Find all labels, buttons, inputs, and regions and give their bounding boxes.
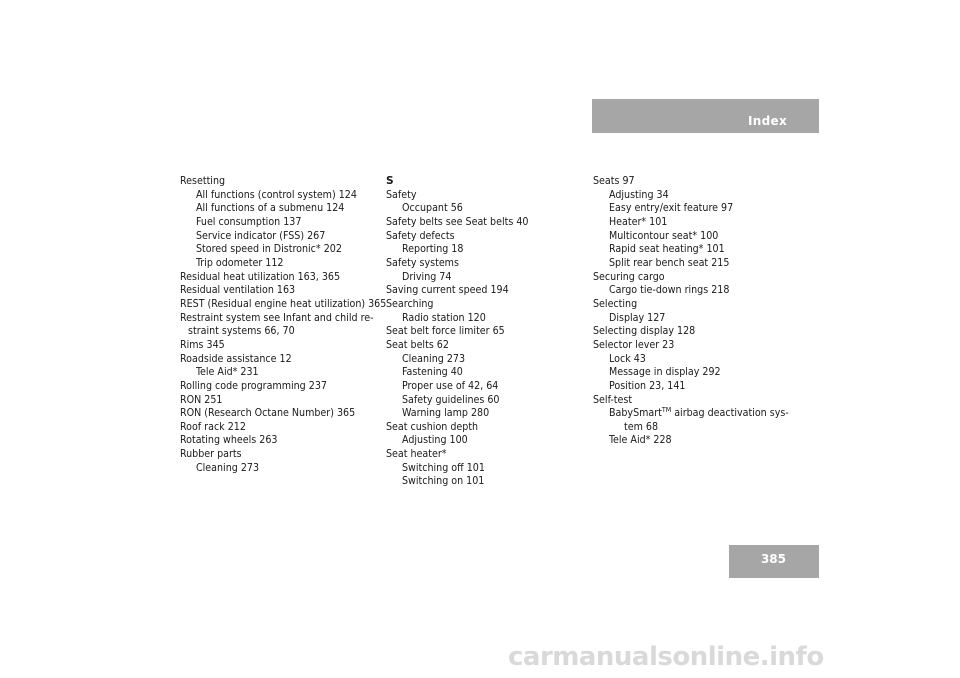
watermark-text: carmanualsonline.info [508, 642, 824, 672]
index-entry-text: Tele Aid* 231 [196, 366, 259, 379]
index-entry [180, 325, 380, 339]
index-entry-text: Driving 74 [402, 270, 452, 283]
index-entry [386, 462, 586, 476]
index-entry-text: Service indicator (FSS) 267 [196, 229, 326, 242]
index-entry-text: Restraint system see Infant and child re- [180, 311, 374, 324]
index-entry [180, 284, 380, 298]
index-entry-text: Rotating wheels 263 [180, 434, 278, 447]
index-entry [386, 366, 586, 380]
index-entry-text: Warning lamp 280 [402, 407, 490, 420]
index-entry [593, 394, 813, 408]
index-entry-text: Roof rack 212 [180, 420, 246, 433]
index-entry [593, 284, 813, 298]
index-entry-text: Seat belts 62 [386, 338, 449, 351]
index-entry-text: Trip odometer 112 [196, 256, 284, 269]
index-entry-text: Selecting [593, 297, 638, 310]
index-entry [593, 298, 813, 312]
index-entry-text: Reporting 18 [402, 243, 464, 256]
index-entry [386, 189, 586, 203]
index-entry-text: Cargo tie-down rings 218 [609, 284, 730, 297]
index-entry [386, 230, 586, 244]
index-entry-text: Tele Aid* 228 [609, 434, 672, 447]
index-entry-text: REST (Residual engine heat utilization) 365 [180, 297, 387, 310]
index-entry [386, 421, 586, 435]
index-entry [593, 339, 813, 353]
index-entry [593, 216, 813, 230]
index-entry [593, 366, 813, 380]
index-entry-text: Split rear bench seat 215 [609, 256, 730, 269]
index-entry-text: Rolling code programming 237 [180, 379, 327, 392]
index-entry [386, 312, 586, 326]
index-entry-text: Multicontour seat* 100 [609, 229, 719, 242]
index-entry [180, 175, 380, 189]
index-entry-text: straint systems 66, 70 [188, 325, 295, 338]
index-entry-text: Adjusting 100 [402, 434, 468, 447]
index-entry-text: Easy entry/exit feature 97 [609, 202, 734, 215]
index-entry [180, 271, 380, 285]
index-entry [386, 448, 586, 462]
index-entry [386, 271, 586, 285]
index-entry [180, 462, 380, 476]
index-entry [180, 353, 380, 367]
index-entry-text: Seat cushion depth [386, 420, 479, 433]
index-entry-text: Saving current speed 194 [386, 284, 509, 297]
index-header-tab [592, 99, 819, 133]
index-entry [180, 297, 387, 312]
index-entry-text: Rims 345 [180, 338, 225, 351]
index-entry-text: Selector lever 23 [593, 338, 675, 351]
index-entry-text: Seats 97 [593, 175, 635, 187]
index-entry-text: Switching on 101 [402, 475, 485, 488]
index-column-3 [593, 175, 813, 448]
index-entry-text: Searching [386, 297, 434, 310]
index-entry-text: Proper use of 42, 64 [402, 379, 499, 392]
index-entry-text: Seat heater* [386, 448, 447, 461]
index-entry [593, 353, 813, 367]
index-entry-text: Fuel consumption 137 [196, 215, 302, 228]
index-entry [386, 325, 586, 339]
index-entry-text: Position 23, 141 [609, 379, 686, 392]
index-entry-text: Display 127 [609, 311, 666, 324]
index-entry [180, 380, 380, 394]
index-entry-text: All functions of a submenu 124 [196, 202, 345, 215]
index-entry [180, 243, 380, 257]
index-entry [386, 475, 586, 489]
index-entry-text: BabySmart [609, 407, 662, 420]
index-entry [180, 394, 380, 408]
index-entry-text: Residual ventilation 163 [180, 284, 296, 297]
index-column-1 [180, 175, 387, 475]
index-entry-text: Safety [386, 188, 417, 201]
index-entry-text: Residual heat utilization 163, 365 [180, 270, 341, 283]
index-entry-text: Rubber parts [180, 448, 242, 461]
index-entry [593, 202, 813, 216]
index-entry-text: Heater* 101 [609, 215, 668, 228]
index-entry [386, 434, 586, 448]
index-entry-text: tem 68 [624, 420, 659, 433]
index-entry [386, 407, 586, 421]
index-entry-text: Rapid seat heating* 101 [609, 243, 725, 256]
index-entry-text-continued: airbag deactivation sys- [671, 407, 789, 420]
index-entry [180, 339, 380, 353]
index-column-2 [386, 175, 586, 489]
index-entry-text: Message in display 292 [609, 366, 721, 379]
index-entry-text: Occupant 56 [402, 202, 463, 215]
index-entry-text: Lock 43 [609, 352, 646, 365]
index-entry [386, 380, 586, 394]
index-entry [386, 216, 586, 230]
index-entry [593, 407, 813, 421]
index-entry-text: Seat belt force limiter 65 [386, 325, 505, 338]
page-number: 385 [760, 552, 786, 566]
index-entry [386, 284, 586, 298]
index-entry-text: Adjusting 34 [609, 188, 669, 201]
index-entry-text: Securing cargo [593, 270, 665, 283]
trademark-superscript: TM [661, 406, 672, 415]
index-entry-text: Switching off 101 [402, 461, 485, 474]
index-entry [386, 339, 586, 353]
index-entry [593, 175, 813, 189]
index-entry-text: Safety defects [386, 229, 455, 242]
index-entry [593, 312, 813, 326]
index-letter-heading [386, 175, 586, 189]
index-entry-text: Safety belts see Seat belts 40 [386, 215, 529, 228]
index-entry-text: Fastening 40 [402, 366, 463, 379]
index-entry [180, 312, 380, 326]
index-entry [593, 380, 813, 394]
index-entry [180, 448, 380, 462]
index-header-title: Index [748, 114, 787, 128]
index-entry [386, 353, 586, 367]
index-entry [593, 189, 813, 203]
index-entry [180, 257, 380, 271]
index-entry [593, 230, 813, 244]
index-entry-text: Roadside assistance 12 [180, 352, 292, 365]
index-entry [593, 257, 813, 271]
index-entry [180, 189, 380, 203]
index-entry-text: Cleaning 273 [402, 352, 466, 365]
index-entry [180, 407, 380, 421]
index-entry-text: S [386, 175, 394, 187]
index-entry [386, 298, 586, 312]
index-entry [180, 434, 380, 448]
index-entry-text: Safety guidelines 60 [402, 393, 500, 406]
index-entry-text: Radio station 120 [402, 311, 486, 324]
index-entry [593, 421, 813, 435]
index-entry [180, 421, 380, 435]
index-entry-text: Resetting [180, 175, 226, 187]
index-entry [386, 202, 586, 216]
page-number-tab [729, 545, 819, 578]
index-entry-text: Stored speed in Distronic* 202 [196, 243, 342, 256]
index-entry [593, 434, 813, 448]
index-entry [386, 243, 586, 257]
index-entry [593, 271, 813, 285]
index-entry [593, 243, 813, 257]
index-entry [180, 202, 380, 216]
index-entry-text: All functions (control system) 124 [196, 188, 357, 201]
index-entry [180, 216, 380, 230]
index-entry [593, 325, 813, 339]
index-entry-text: Selecting display 128 [593, 325, 696, 338]
index-entry-text: Safety systems [386, 256, 459, 269]
index-entry-text: Self-test [593, 393, 633, 406]
index-entry [180, 366, 380, 380]
index-entry-text: Cleaning 273 [196, 461, 260, 474]
index-entry [180, 230, 380, 244]
index-entry [386, 394, 586, 408]
index-entry-text: RON 251 [180, 393, 223, 406]
index-entry [386, 257, 586, 271]
index-entry-text: RON (Research Octane Number) 365 [180, 407, 356, 420]
